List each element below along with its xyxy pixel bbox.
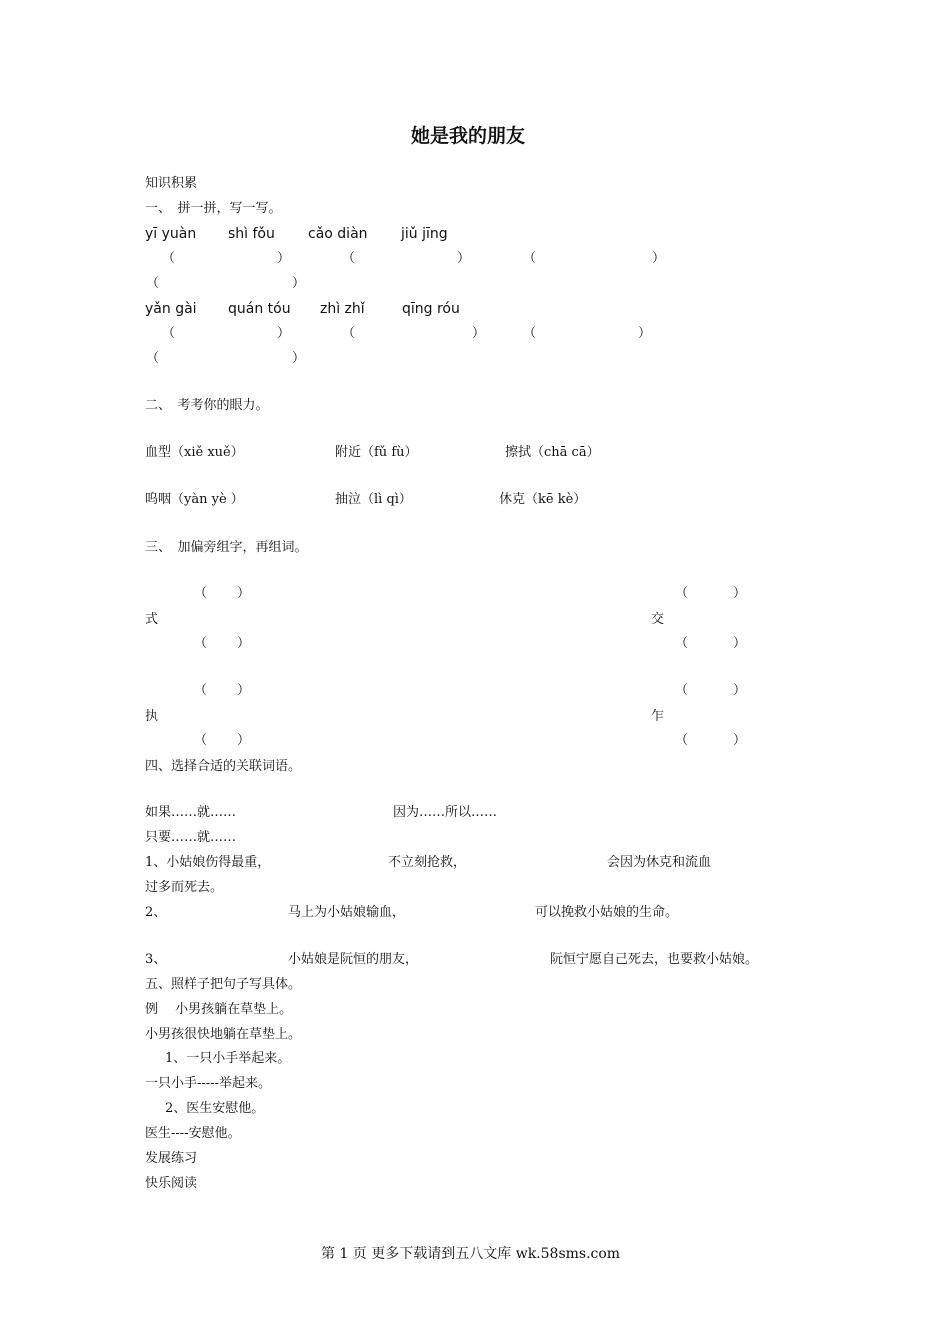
q2-item: 抽泣（lì qì） (335, 492, 412, 507)
q5-example: 例 小男孩躺在草垫上。 (145, 1002, 293, 1017)
sentence-part: 过多而死去。 (145, 880, 224, 895)
blank-open: （ (675, 733, 689, 748)
page-footer: 第 1 页 更多下载请到五八文库 wk.58sms.com (321, 1246, 621, 1262)
blank-open: （ (675, 586, 689, 601)
radical-char: 交 (651, 612, 665, 627)
q5-item: 2、医生安慰他。 (165, 1101, 265, 1116)
q2-item: 血型（xiě xuě） (145, 445, 244, 460)
q4-heading: 四、选择合适的关联词语。 (145, 759, 302, 774)
q5-item-blank: 一只小手-----举起来。 (145, 1076, 271, 1091)
q3-heading: 三、 加偏旁组字，再组词。 (145, 540, 308, 555)
blank-open: （ (342, 251, 356, 266)
blank-open: （ (675, 683, 689, 698)
q5-item: 1、一只小手举起来。 (165, 1051, 291, 1066)
q1-heading: 一、 拼一拼，写一写。 (145, 201, 282, 216)
sentence-part: 会因为休克和流血 (607, 855, 712, 870)
q2-item: 休克（kē kè） (499, 492, 587, 507)
conjunction-option: 如果……就…… (145, 805, 237, 820)
practice-heading: 发展练习 (145, 1151, 198, 1166)
sentence-part: 阮恒宁愿自己死去，也要救小姑娘。 (550, 952, 759, 967)
blank-open: （ (146, 276, 160, 291)
blank-close: ） (733, 636, 747, 651)
radical-char: 执 (145, 709, 159, 724)
blank-close: ） (237, 586, 251, 601)
blank-close: ） (733, 733, 747, 748)
q5-item-blank: 医生----安慰他。 (145, 1126, 241, 1141)
pinyin-item: yǎn gài (145, 301, 197, 317)
blank-open: （ (162, 251, 176, 266)
blank-open: （ (342, 326, 356, 341)
blank-close: ） (237, 636, 251, 651)
pinyin-item: zhì zhǐ (320, 301, 365, 317)
sentence-part: 3、 (145, 952, 167, 967)
conjunction-option: 只要……就…… (145, 830, 237, 845)
page-title: 她是我的朋友 (411, 125, 526, 147)
blank-open: （ (523, 326, 537, 341)
blank-close: ） (733, 683, 747, 698)
reading-heading: 快乐阅读 (145, 1176, 198, 1191)
blank-open: （ (194, 683, 208, 698)
radical-char: 式 (145, 612, 159, 627)
blank-close: ） (292, 351, 306, 366)
radical-char: 乍 (651, 709, 665, 724)
conjunction-option: 因为……所以…… (393, 805, 498, 820)
pinyin-item: jiǔ jīng (401, 226, 448, 242)
blank-open: （ (146, 351, 160, 366)
pinyin-item: cǎo diàn (308, 226, 368, 242)
blank-close: ） (277, 251, 291, 266)
pinyin-item: qīng róu (402, 301, 460, 317)
q2-item: 呜咽（yàn yè ） (145, 492, 244, 507)
blank-close: ） (237, 733, 251, 748)
blank-open: （ (162, 326, 176, 341)
blank-open: （ (523, 251, 537, 266)
blank-open: （ (675, 636, 689, 651)
blank-close: ） (733, 586, 747, 601)
sentence-part: 小姑娘是阮恒的朋友， (288, 952, 419, 967)
blank-close: ） (292, 276, 306, 291)
blank-open: （ (194, 636, 208, 651)
pinyin-item: quán tóu (228, 301, 291, 317)
blank-close: ） (472, 326, 486, 341)
pinyin-item: shì fǒu (228, 226, 275, 242)
sentence-part: 可以挽救小姑娘的生命。 (535, 905, 679, 920)
blank-close: ） (277, 326, 291, 341)
q5-heading: 五、照样子把句子写具体。 (145, 977, 302, 992)
blank-close: ） (638, 326, 652, 341)
sentence-part: 1、小姑娘伤得最重， (145, 855, 271, 870)
pinyin-item: yī yuàn (145, 226, 197, 242)
q2-item: 附近（fǔ fù） (335, 445, 418, 460)
sentence-part: 不立刻抢救， (388, 855, 467, 870)
blank-close: ） (652, 251, 666, 266)
q2-heading: 二、 考考你的眼力。 (145, 398, 269, 413)
sentence-part: 2、 (145, 905, 167, 920)
section-label: 知识积累 (145, 176, 198, 191)
blank-open: （ (194, 586, 208, 601)
sentence-part: 马上为小姑娘输血， (288, 905, 406, 920)
blank-open: （ (194, 733, 208, 748)
blank-close: ） (457, 251, 471, 266)
blank-close: ） (237, 683, 251, 698)
q2-item: 擦拭（chā cā） (505, 445, 600, 460)
q5-example-answer: 小男孩很快地躺在草垫上。 (145, 1027, 302, 1042)
